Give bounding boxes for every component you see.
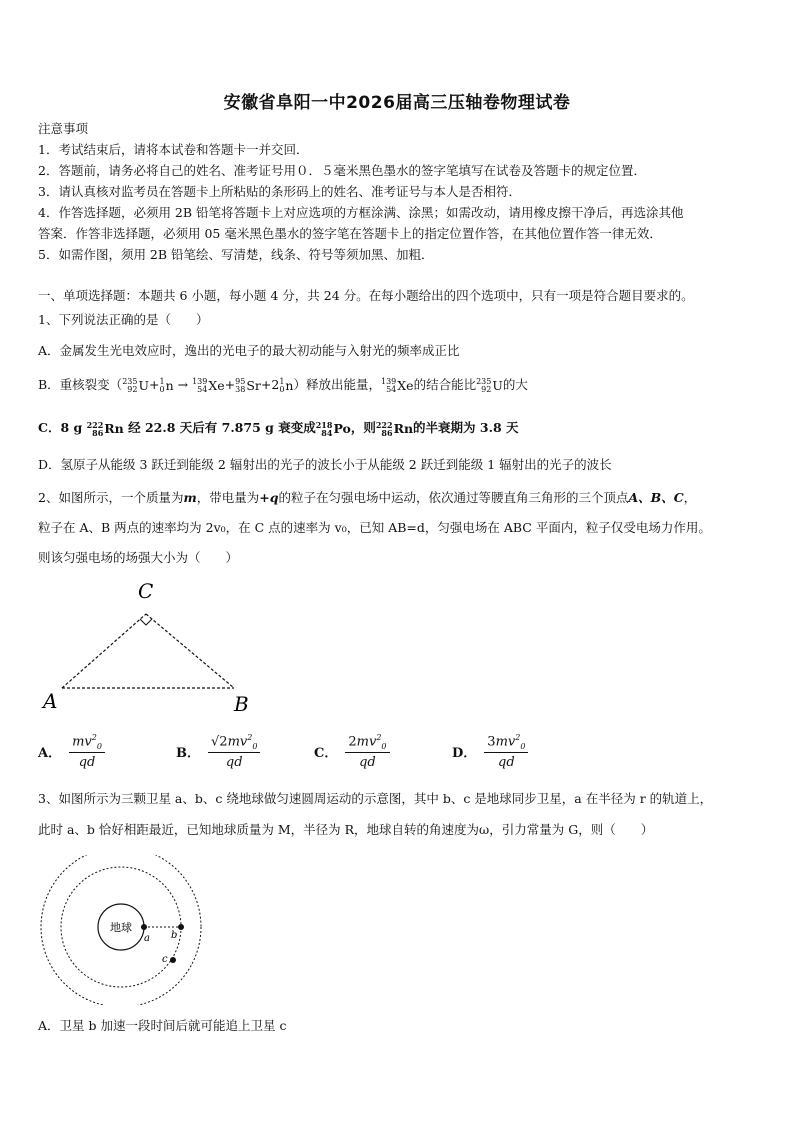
q2-line-2: 粒子在 A、B 两点的速率均为 2v₀，在 C 点的速率为 v₀，已知 AB=d，匀强电场在 ABC 平面内，粒子仅受电场力作用。 — [38, 520, 711, 535]
satellite-a — [141, 924, 147, 930]
section-heading: 一、单项选择题：本题共 6 小题，每小题 4 分，共 24 分。在每小题给出的四个选项中，只有一项是符合题目要求的。 — [38, 288, 694, 303]
satellite-c-label: c — [162, 954, 168, 965]
nuclide-neutron: 1 0 n — [159, 376, 174, 394]
notice-item-2: 2．答题前，请务必将自己的姓名、准考证号用０．５毫米黑色墨水的签字笔填写在试卷及答题卡的规定位置． — [38, 163, 646, 178]
satellite-a-label: a — [144, 933, 150, 944]
vertex-label-b: B — [234, 692, 249, 716]
q1-stem: 1、下列说法正确的是（ ） — [38, 312, 209, 327]
q3-option-a: A．卫星 b 加速一段时间后就可能追上卫星 c — [38, 1018, 287, 1033]
q3-line-1: 3、如图所示为三颗卫星 a、b、c 绕地球做匀速圆周运动的示意图，其中 b、c 是地球同步卫星，a 在半径为 r 的轨道上， — [38, 791, 713, 806]
nuclide-u235: 235 92 U — [122, 376, 150, 394]
q2-option-b[interactable]: B． $\frac{√2mv^2_0}{qd}$ — [176, 733, 262, 770]
earth-label: 地球 — [110, 921, 132, 934]
q1-option-b: B．重核裂变（ 235 92 U + 1 0 n → 139 54 Xe + 95 38 Sr +2 1 0 n ）释放出能量， 139 54 Xe 的结合能比 235 92 U 的大 — [38, 376, 528, 394]
nuclide-neutron-2: 1 0 n — [279, 376, 294, 394]
vertex-label-a: A — [43, 689, 58, 713]
nuclide-rn222-2: 222 86 Rn — [375, 419, 414, 438]
notice-item-1: 1．考试结束后，请将本试卷和答题卡一并交回． — [38, 142, 309, 157]
q1-option-d: D．氢原子从能级 3 跃迁到能级 2 辐射出的光子的波长小于从能级 2 跃迁到能级 1 辐射出的光子的波长 — [38, 457, 612, 472]
q2-line-1: 2、如图所示，一个质量为m，带电量为+q的粒子在匀强电场中运动，依次通过等腰直角三角形的三个顶点A、B、C， — [38, 490, 697, 505]
nuclide-po218: 218 84 Po — [315, 419, 351, 438]
q3-line-2: 此时 a、b 恰好相距最近，已知地球质量为 M，半径为 R，地球自转的角速度为ω，引力常量为 G，则（ ） — [38, 822, 654, 837]
q1-option-a: A．金属发生光电效应时，逸出的光电子的最大初动能与入射光的频率成正比 — [38, 343, 460, 358]
satellite-b — [178, 924, 184, 930]
notice-item-3: 3．请认真核对监考员在答题卡上所粘贴的条形码上的姓名、准考证号与本人是否相符． — [38, 184, 521, 199]
q2-option-d[interactable]: D． $\frac{3mv^2_0}{qd}$ — [452, 733, 530, 770]
notice-heading: 注意事项 — [38, 121, 89, 136]
q2-option-c[interactable]: C． $\frac{2mv^2_0}{qd}$ — [314, 733, 392, 770]
notice-item-4: 4．作答选择题，必须用 2B 铅笔将答题卡上对应选项的方框涂满、涂黑；如需改动，请用橡皮擦干净后，再选涂其他 — [38, 205, 684, 220]
nuclide-u235-2: 235 92 U — [476, 376, 503, 394]
q2-line-3: 则该匀强电场的场强大小为（ ） — [38, 550, 239, 565]
page-title: 安徽省阜阳一中2026届高三压轴卷物理试卷 — [223, 93, 571, 113]
nuclide-xe139-2: 139 54 Xe — [380, 376, 414, 394]
orbit-diagram — [38, 855, 208, 1005]
nuclide-xe139: 139 54 Xe — [192, 376, 225, 394]
q1-option-c: C．8 g 222 86 Rn 经 22.8 天后有 7.875 g 衰变成 218 84 Po ，则 222 86 Rn 的半衰期为 3.8 天 — [38, 419, 519, 438]
nuclide-sr95: 95 38 Sr — [235, 376, 261, 394]
satellite-b-label: b — [171, 930, 178, 941]
vertex-label-c: C — [138, 579, 154, 603]
q2-option-a[interactable]: A． $\frac{mv^2_0}{qd}$ — [38, 733, 107, 770]
nuclide-rn222: 222 86 Rn — [86, 419, 124, 438]
notice-item-5: 5．如需作图，须用 2B 铅笔绘、写清楚，线条、符号等须加黑、加粗． — [38, 247, 434, 262]
notice-item-4-cont: 答案．作答非选择题，必须用 05 毫米黑色墨水的签字笔在答题卡上的指定位置作答，在其他位置作答一律无效． — [38, 226, 662, 241]
satellite-c — [170, 957, 176, 963]
triangle-diagram — [38, 578, 268, 718]
